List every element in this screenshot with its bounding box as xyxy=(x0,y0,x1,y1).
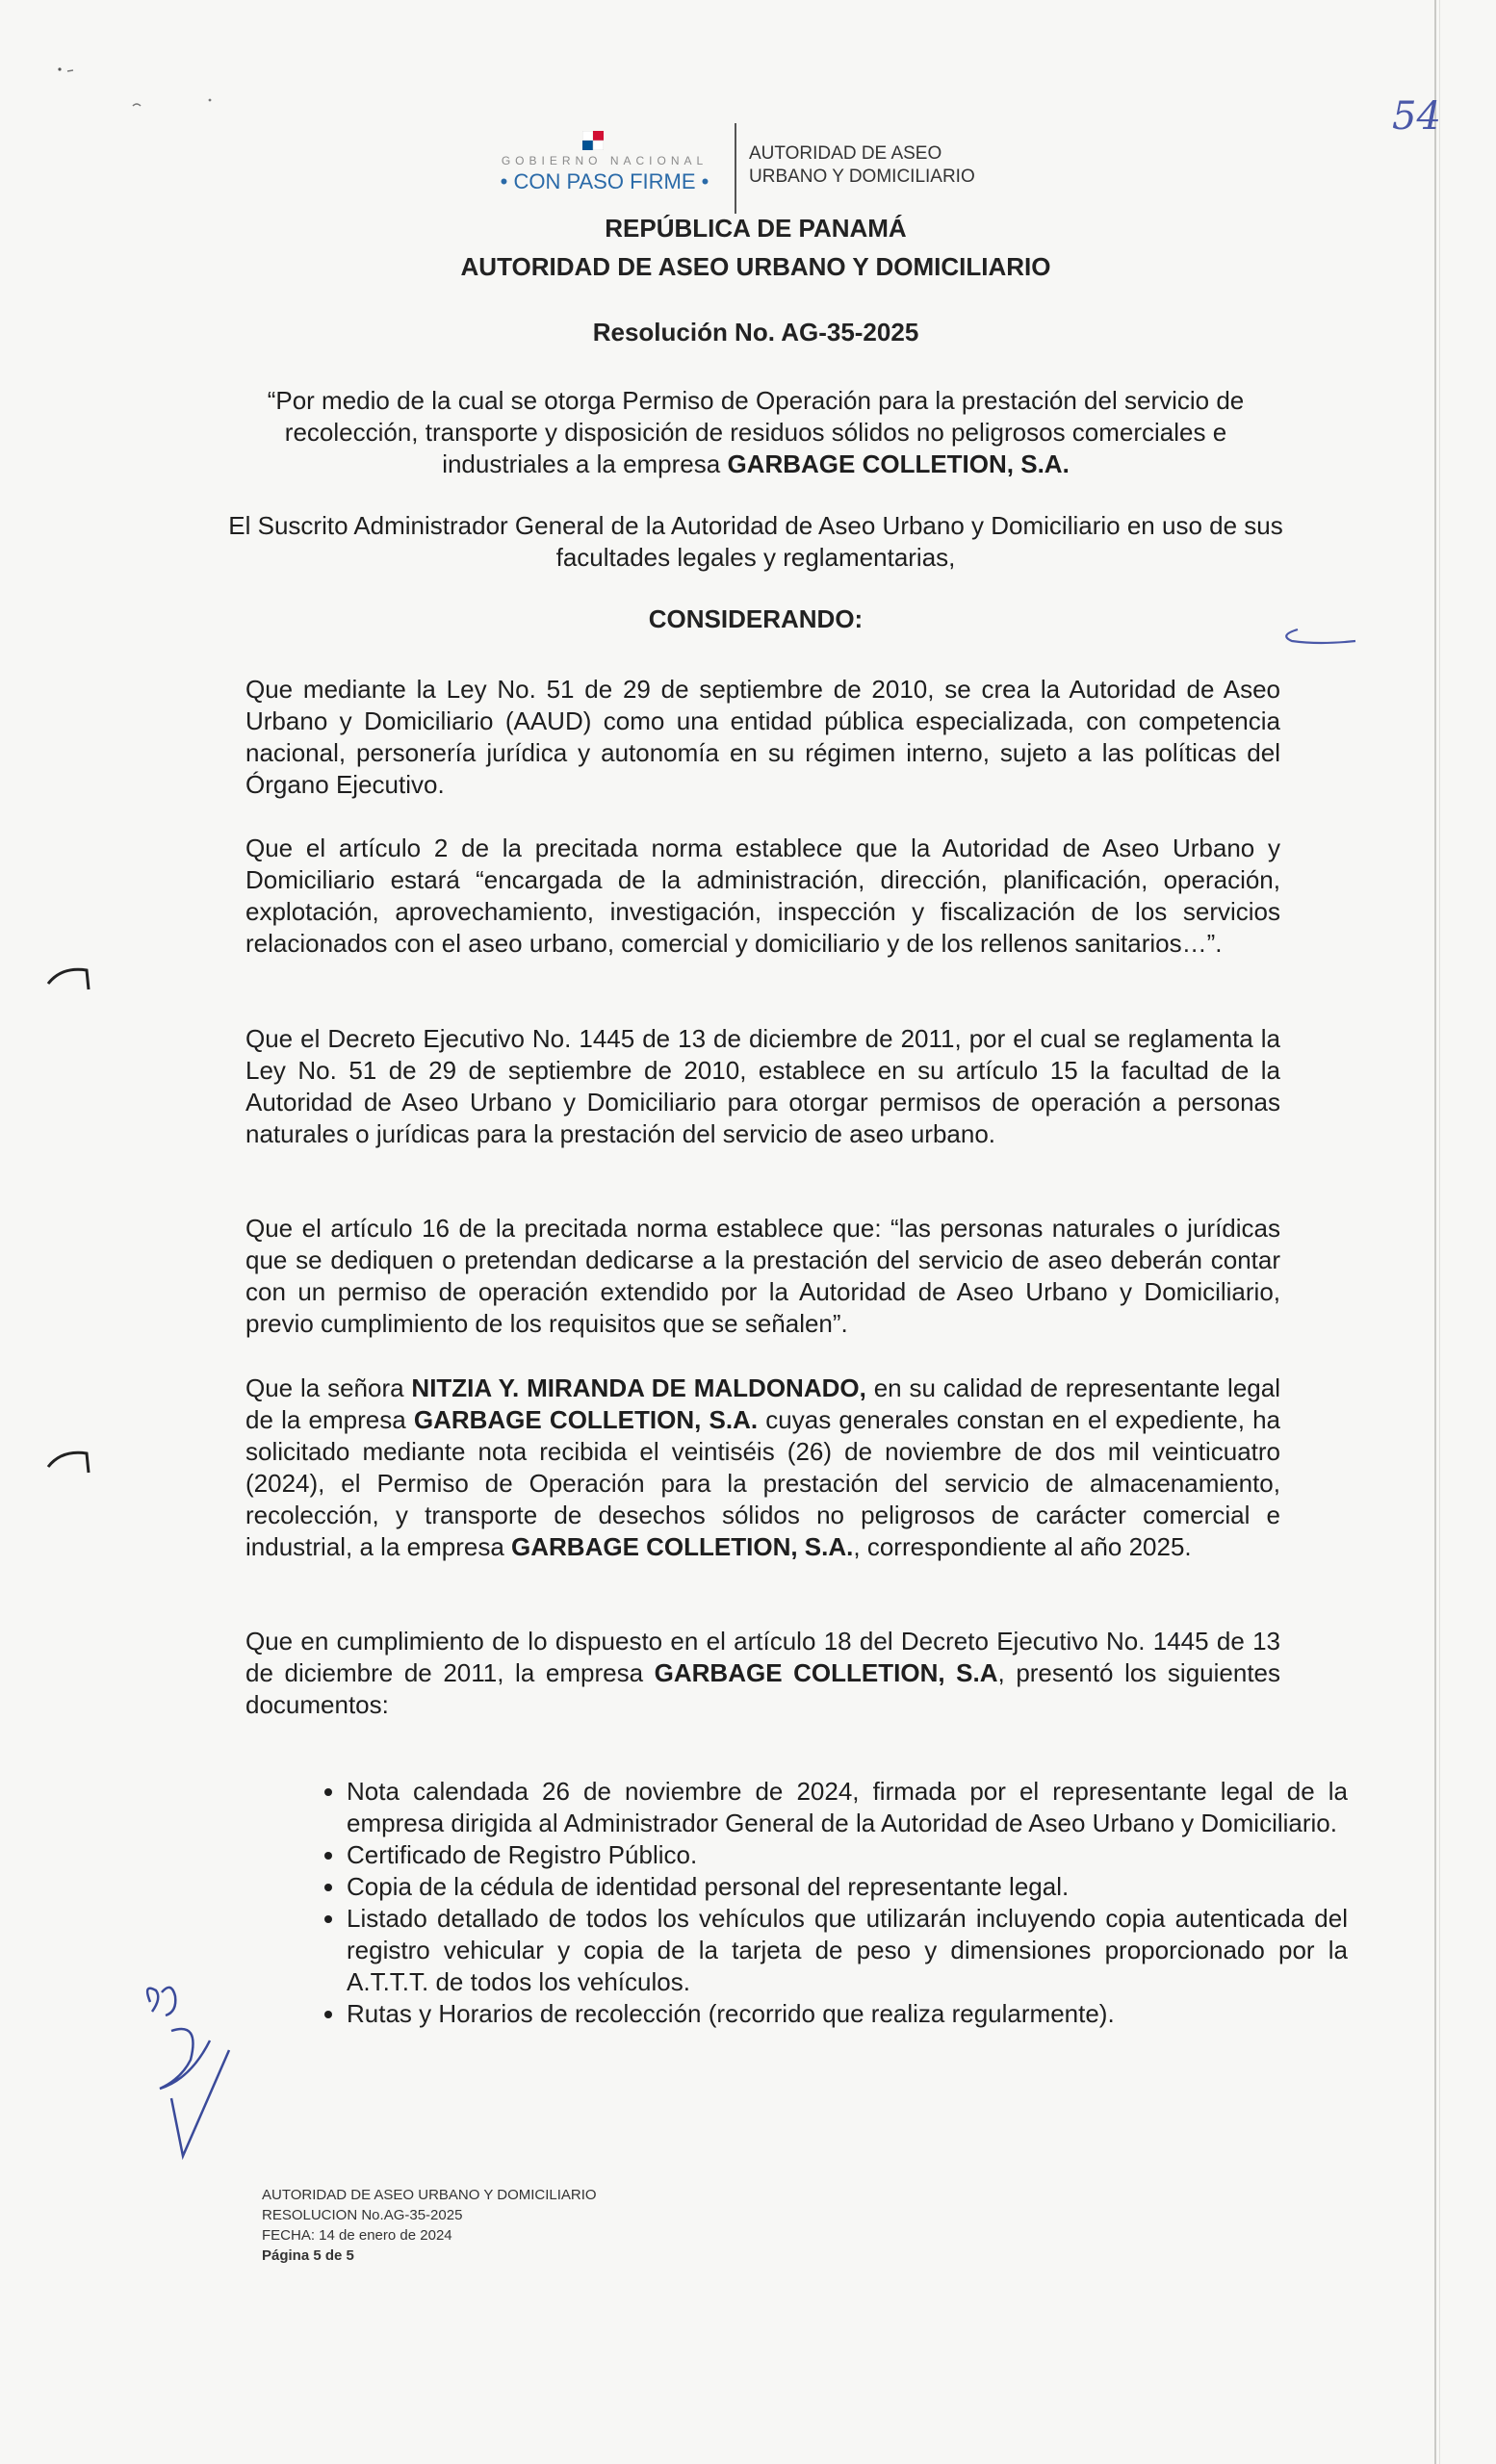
page-edge-shadow xyxy=(1439,0,1440,2464)
p5-text-d: , correspondiente al año 2025. xyxy=(853,1532,1192,1561)
logo-divider xyxy=(735,123,736,214)
panama-flag-icon xyxy=(582,131,604,150)
document-footer xyxy=(262,2185,597,2266)
header-logo xyxy=(479,123,999,219)
footer-page-count: Página 5 de 5 xyxy=(262,2247,354,2264)
resolution-subject xyxy=(221,385,1290,480)
slogan: • CON PASO FIRME • xyxy=(500,169,709,193)
page-edge-line xyxy=(1434,0,1436,2464)
documents-list xyxy=(289,1776,1348,2030)
handwritten-initials-signature xyxy=(133,1973,248,2166)
subject-company: GARBAGE COLLETION, S.A. xyxy=(727,449,1070,478)
punch-hole-mark xyxy=(42,1444,100,1482)
company-name: GARBAGE COLLETION, S.A. xyxy=(413,1405,759,1434)
list-item: • Certificado de Registro Público. xyxy=(347,1839,1348,1871)
footer-authority: AUTORIDAD DE ASEO URBANO Y DOMICILIARIO xyxy=(262,2187,597,2203)
handwritten-page-number: 54 xyxy=(1392,94,1441,139)
p6-text-a: Que en cumplimiento de lo dispuesto en el artículo 18 del Decreto Ejecutivo No. 1445 de 13 de diciembre de 2011, la empresa xyxy=(245,1627,1280,1687)
p5-text-a: Que la señora xyxy=(245,1373,412,1402)
paragraph-decreto-1445: Que el Decreto Ejecutivo No. 1445 de 13 de diciembre de 2011, por el cual se reglamenta la Ley No. 51 de 29 de septiembre de 2010, establece en su artículo 15 la facultad de la Autoridad de Aseo Urbano y Domiciliario para otorgar permisos de operación a personas naturales o jurídicas para la prestación del servicio de aseo urbano. xyxy=(245,1024,1280,1148)
authority-line-1: AUTORIDAD DE ASEO xyxy=(749,143,942,164)
government-logo xyxy=(479,123,730,200)
considerando-heading: CONSIDERANDO: xyxy=(648,604,864,633)
title-authority: AUTORIDAD DE ASEO URBANO Y DOMICILIARIO xyxy=(460,252,1051,281)
paragraph-articulo-16: Que el artículo 16 de la precitada norma establece que: “las personas naturales o jurídicas que se dediquen o pretendan dedicarse a la prestación del servicio de aseo deberán contar con un permiso de operación extendido por la Autoridad de Aseo Urbano y Domiciliario, previo cumplimiento de los requisitos que se señalen”. xyxy=(245,1214,1280,1338)
paragraph-ley-51: Que mediante la Ley No. 51 de 29 de septiembre de 2010, se crea la Autoridad de Aseo Urbano y Domiciliario (AAUD) como una entidad pública especializada, con competencia nacional, personería jurídica y autonomía en su régimen interno, sujeto a las políticas del Órgano Ejecutivo. xyxy=(245,675,1280,799)
subject-text: “Por medio de la cual se otorga Permiso de Operación para la prestación del servicio de recolección, transporte y disposición de residuos sólidos no peligrosos comerciales e industriales a la empresa xyxy=(267,386,1245,478)
p5-text-c: cuyas generales constan en el expediente, ha solicitado mediante nota recibida el veintiséis (26) de noviembre de dos mil veinticuatro (2024), el Permiso de Operación para la prestación del servicio de almacenamiento, recolección, y transporte de desechos sólidos no peligrosos de carácter comercial e industrial, a la empresa xyxy=(245,1405,1281,1561)
representative-name: NITZIA Y. MIRANDA DE MALDONADO, xyxy=(411,1373,866,1402)
paragraph-solicitud xyxy=(245,1373,1280,1563)
company-name: GARBAGE COLLETION, S.A. xyxy=(511,1532,854,1561)
footer-resolution: RESOLUCION No.AG-35-2025 xyxy=(262,2207,463,2223)
scan-specks xyxy=(48,58,221,116)
punch-hole-mark xyxy=(42,961,100,999)
footer-date: FECHA: 14 de enero de 2024 xyxy=(262,2227,452,2244)
p6-text-b: , presentó los siguientes documentos: xyxy=(245,1658,1280,1719)
paragraph-articulo-2: Que el artículo 2 de la precitada norma establece que la Autoridad de Aseo Urbano y Domiciliario estará “encargada de la administración, dirección, planificación, operación, explotación, aprovechamiento, investigación, inspección y fiscalización de los servicios relacionados con el aseo urbano, comercial y domiciliario y de los rellenos sanitarios…”. xyxy=(245,834,1280,958)
government-line: GOBIERNO NACIONAL xyxy=(501,154,709,167)
handwritten-check-mark xyxy=(1271,616,1357,654)
list-item: • Copia de la cédula de identidad personal del representante legal. xyxy=(347,1871,1348,1903)
list-item: • Rutas y Horarios de recolección (recorrido que realiza regularmente). xyxy=(347,1998,1348,2030)
paragraph-documentos xyxy=(245,1626,1280,1721)
authority-logo-text xyxy=(749,142,975,189)
authority-line-2: URBANO Y DOMICILIARIO xyxy=(749,167,975,187)
list-item: • Listado detallado de todos los vehículos que utilizarán incluyendo copia autenticada del registro vehicular y copia de la tarjeta de peso y dimensiones proporcionado por la A.T.T.T. de todos los vehículos. xyxy=(347,1903,1348,1998)
title-republic: REPÚBLICA DE PANAMÁ xyxy=(605,214,907,243)
p5-text-b: en su calidad de representante legal de la empresa xyxy=(245,1373,1280,1434)
company-name: GARBAGE COLLETION, S.A xyxy=(654,1658,998,1687)
list-item: • Nota calendada 26 de noviembre de 2024, firmada por el representante legal de la empresa dirigida al Administrador General de la Autoridad de Aseo Urbano y Domiciliario. xyxy=(347,1776,1348,1839)
resolution-number: Resolución No. AG-35-2025 xyxy=(592,318,919,346)
preamble: El Suscrito Administrador General de la Autoridad de Aseo Urbano y Domiciliario en uso de sus facultades legales y reglamentarias, xyxy=(228,511,1283,572)
